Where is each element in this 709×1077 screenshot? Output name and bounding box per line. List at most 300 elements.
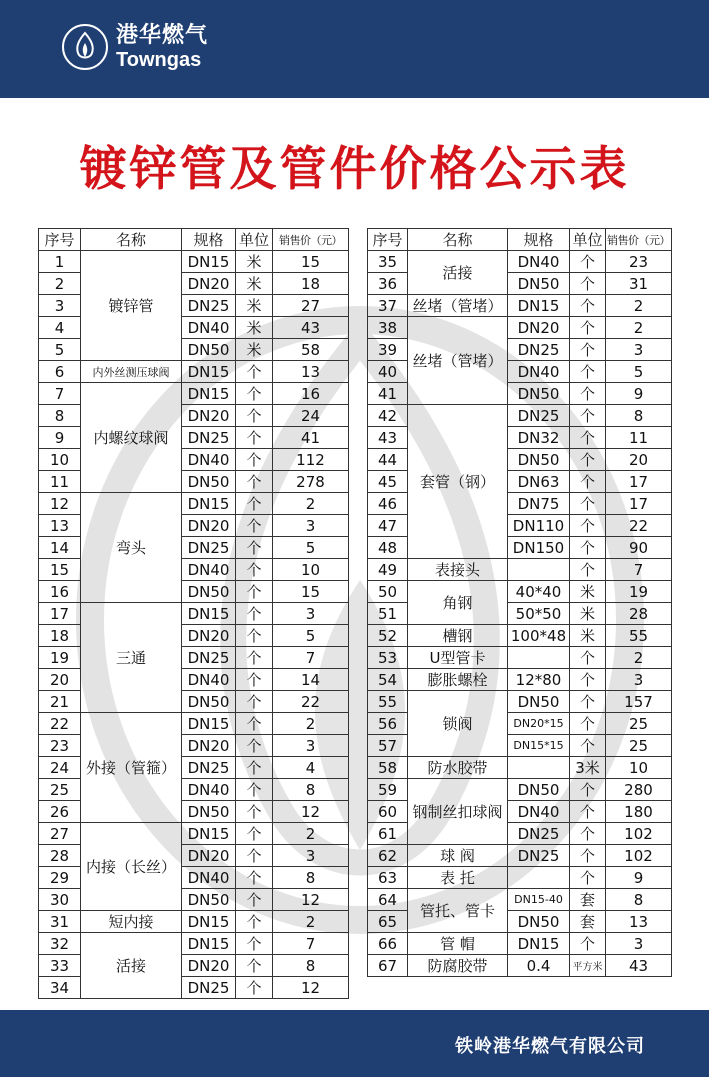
item-name-cell: 内接（长丝） bbox=[81, 823, 182, 911]
row-number-cell: 66 bbox=[368, 933, 408, 955]
item-name-cell: 表接头 bbox=[408, 559, 508, 581]
unit-cell: 套 bbox=[570, 889, 606, 911]
unit-cell: 米 bbox=[570, 603, 606, 625]
price-cell: 10 bbox=[606, 757, 672, 779]
spec-cell: DN50 bbox=[182, 581, 236, 603]
row-number-cell: 21 bbox=[39, 691, 81, 713]
unit-cell: 个 bbox=[570, 405, 606, 427]
spec-cell: DN15 bbox=[182, 383, 236, 405]
unit-cell: 个 bbox=[236, 845, 273, 867]
row-number-cell: 15 bbox=[39, 559, 81, 581]
row-number-cell: 45 bbox=[368, 471, 408, 493]
spec-cell: DN50 bbox=[508, 779, 570, 801]
row-number-cell: 10 bbox=[39, 449, 81, 471]
spec-cell: DN110 bbox=[508, 515, 570, 537]
price-cell: 2 bbox=[273, 911, 349, 933]
spec-cell: DN15 bbox=[182, 603, 236, 625]
spec-cell: DN50 bbox=[182, 471, 236, 493]
row-number-cell: 50 bbox=[368, 581, 408, 603]
unit-cell: 个 bbox=[570, 691, 606, 713]
unit-cell: 个 bbox=[236, 911, 273, 933]
logo-chinese-name: 港华燃气 bbox=[116, 22, 209, 48]
row-number-cell: 60 bbox=[368, 801, 408, 823]
spec-cell: DN40 bbox=[182, 779, 236, 801]
table-row bbox=[368, 625, 672, 647]
header-price: 销售价（元） bbox=[606, 229, 672, 251]
spec-cell: DN50 bbox=[182, 691, 236, 713]
price-cell: 5 bbox=[606, 361, 672, 383]
unit-cell: 个 bbox=[236, 427, 273, 449]
price-cell: 4 bbox=[273, 757, 349, 779]
spec-cell: DN25 bbox=[508, 405, 570, 427]
spec-cell: DN40 bbox=[508, 801, 570, 823]
row-number-cell: 42 bbox=[368, 405, 408, 427]
price-cell: 3 bbox=[606, 669, 672, 691]
row-number-cell: 7 bbox=[39, 383, 81, 405]
unit-cell: 个 bbox=[570, 713, 606, 735]
row-number-cell: 36 bbox=[368, 273, 408, 295]
row-number-cell: 31 bbox=[39, 911, 81, 933]
price-cell: 90 bbox=[606, 537, 672, 559]
spec-cell: DN50 bbox=[182, 339, 236, 361]
item-name-cell: 镀锌管 bbox=[81, 251, 182, 361]
unit-cell: 个 bbox=[570, 779, 606, 801]
price-cell: 112 bbox=[273, 449, 349, 471]
price-cell: 12 bbox=[273, 801, 349, 823]
unit-cell: 个 bbox=[236, 933, 273, 955]
spec-cell: DN20 bbox=[182, 845, 236, 867]
spec-cell: DN75 bbox=[508, 493, 570, 515]
price-cell: 278 bbox=[273, 471, 349, 493]
spec-cell: DN25 bbox=[182, 427, 236, 449]
price-cell: 23 bbox=[606, 251, 672, 273]
table-row bbox=[368, 757, 672, 779]
unit-cell: 个 bbox=[236, 361, 273, 383]
price-table-right bbox=[367, 228, 672, 977]
unit-cell: 个 bbox=[570, 933, 606, 955]
header-name: 名称 bbox=[408, 229, 508, 251]
row-number-cell: 13 bbox=[39, 515, 81, 537]
spec-cell: DN50 bbox=[508, 273, 570, 295]
unit-cell: 个 bbox=[570, 273, 606, 295]
spec-cell: DN25 bbox=[182, 295, 236, 317]
unit-cell: 米 bbox=[570, 581, 606, 603]
unit-cell: 个 bbox=[570, 427, 606, 449]
unit-cell: 个 bbox=[570, 669, 606, 691]
price-cell: 8 bbox=[606, 405, 672, 427]
row-number-cell: 38 bbox=[368, 317, 408, 339]
header-name: 名称 bbox=[81, 229, 182, 251]
price-cell: 31 bbox=[606, 273, 672, 295]
spec-cell: DN50 bbox=[182, 801, 236, 823]
price-cell: 58 bbox=[273, 339, 349, 361]
unit-cell: 个 bbox=[570, 537, 606, 559]
price-cell: 8 bbox=[273, 779, 349, 801]
spec-cell: 12*80 bbox=[508, 669, 570, 691]
price-cell: 3 bbox=[606, 339, 672, 361]
unit-cell: 个 bbox=[236, 955, 273, 977]
unit-cell: 个 bbox=[570, 493, 606, 515]
spec-cell: DN25 bbox=[182, 537, 236, 559]
price-cell: 2 bbox=[273, 493, 349, 515]
row-number-cell: 20 bbox=[39, 669, 81, 691]
price-cell: 28 bbox=[606, 603, 672, 625]
spec-cell: DN40 bbox=[182, 669, 236, 691]
spec-cell: DN20 bbox=[182, 735, 236, 757]
unit-cell: 个 bbox=[570, 647, 606, 669]
price-cell: 2 bbox=[273, 823, 349, 845]
row-number-cell: 44 bbox=[368, 449, 408, 471]
spec-cell: DN20*15 bbox=[508, 713, 570, 735]
item-name-cell: 球 阀 bbox=[408, 845, 508, 867]
row-number-cell: 24 bbox=[39, 757, 81, 779]
row-number-cell: 52 bbox=[368, 625, 408, 647]
price-table-left bbox=[38, 228, 349, 999]
unit-cell: 个 bbox=[570, 295, 606, 317]
row-number-cell: 11 bbox=[39, 471, 81, 493]
row-number-cell: 53 bbox=[368, 647, 408, 669]
row-number-cell: 55 bbox=[368, 691, 408, 713]
spec-cell bbox=[508, 647, 570, 669]
spec-cell: DN50 bbox=[508, 691, 570, 713]
item-name-cell: 内外丝测压球阀 bbox=[81, 361, 182, 383]
spec-cell: DN25 bbox=[182, 757, 236, 779]
row-number-cell: 48 bbox=[368, 537, 408, 559]
unit-cell: 个 bbox=[236, 383, 273, 405]
item-name-cell: 短内接 bbox=[81, 911, 182, 933]
unit-cell: 个 bbox=[570, 845, 606, 867]
unit-cell: 个 bbox=[236, 691, 273, 713]
price-cell: 5 bbox=[273, 625, 349, 647]
row-number-cell: 63 bbox=[368, 867, 408, 889]
spec-cell: DN40 bbox=[182, 867, 236, 889]
row-number-cell: 51 bbox=[368, 603, 408, 625]
row-number-cell: 5 bbox=[39, 339, 81, 361]
item-name-cell: 丝堵（管堵） bbox=[408, 317, 508, 405]
row-number-cell: 23 bbox=[39, 735, 81, 757]
unit-cell: 个 bbox=[236, 823, 273, 845]
price-cell: 157 bbox=[606, 691, 672, 713]
spec-cell: DN15 bbox=[182, 251, 236, 273]
unit-cell: 个 bbox=[236, 757, 273, 779]
price-cell: 55 bbox=[606, 625, 672, 647]
table-header-row bbox=[39, 229, 349, 251]
spec-cell: DN50 bbox=[508, 911, 570, 933]
spec-cell: DN25 bbox=[508, 339, 570, 361]
row-number-cell: 26 bbox=[39, 801, 81, 823]
item-name-cell: 锁阀 bbox=[408, 691, 508, 757]
row-number-cell: 49 bbox=[368, 559, 408, 581]
spec-cell: DN40 bbox=[182, 449, 236, 471]
unit-cell: 个 bbox=[236, 735, 273, 757]
row-number-cell: 19 bbox=[39, 647, 81, 669]
header-unit: 单位 bbox=[236, 229, 273, 251]
price-cell: 180 bbox=[606, 801, 672, 823]
price-cell: 3 bbox=[273, 515, 349, 537]
price-cell: 16 bbox=[273, 383, 349, 405]
spec-cell: DN20 bbox=[182, 405, 236, 427]
table-row bbox=[39, 911, 349, 933]
row-number-cell: 56 bbox=[368, 713, 408, 735]
unit-cell: 个 bbox=[236, 603, 273, 625]
item-name-cell: 膨胀螺栓 bbox=[408, 669, 508, 691]
price-cell: 41 bbox=[273, 427, 349, 449]
price-cell: 10 bbox=[273, 559, 349, 581]
unit-cell: 平方米 bbox=[570, 955, 606, 977]
row-number-cell: 2 bbox=[39, 273, 81, 295]
unit-cell: 个 bbox=[570, 251, 606, 273]
row-number-cell: 18 bbox=[39, 625, 81, 647]
unit-cell: 个 bbox=[570, 735, 606, 757]
table-row bbox=[368, 889, 672, 911]
unit-cell: 个 bbox=[236, 537, 273, 559]
spec-cell: DN50 bbox=[508, 383, 570, 405]
row-number-cell: 4 bbox=[39, 317, 81, 339]
spec-cell: DN25 bbox=[508, 823, 570, 845]
row-number-cell: 67 bbox=[368, 955, 408, 977]
price-cell: 8 bbox=[606, 889, 672, 911]
item-name-cell: 槽钢 bbox=[408, 625, 508, 647]
row-number-cell: 32 bbox=[39, 933, 81, 955]
unit-cell: 个 bbox=[570, 823, 606, 845]
table-row bbox=[368, 779, 672, 801]
unit-cell: 个 bbox=[236, 405, 273, 427]
spec-cell: DN40 bbox=[182, 559, 236, 581]
unit-cell: 个 bbox=[236, 669, 273, 691]
unit-cell: 米 bbox=[236, 295, 273, 317]
item-name-cell: 丝堵（管堵） bbox=[408, 295, 508, 317]
item-name-cell: 活接 bbox=[408, 251, 508, 295]
header-spec: 规格 bbox=[508, 229, 570, 251]
unit-cell: 个 bbox=[236, 889, 273, 911]
company-name: 铁岭港华燃气有限公司 bbox=[455, 1036, 645, 1057]
row-number-cell: 37 bbox=[368, 295, 408, 317]
item-name-cell: 内螺纹球阀 bbox=[81, 383, 182, 493]
row-number-cell: 12 bbox=[39, 493, 81, 515]
spec-cell: DN20 bbox=[508, 317, 570, 339]
spec-cell: DN20 bbox=[182, 625, 236, 647]
item-name-cell: 钢制丝扣球阀 bbox=[408, 779, 508, 845]
price-cell: 9 bbox=[606, 867, 672, 889]
price-cell: 18 bbox=[273, 273, 349, 295]
unit-cell: 个 bbox=[236, 977, 273, 999]
spec-cell: DN15 bbox=[182, 911, 236, 933]
price-cell: 2 bbox=[273, 713, 349, 735]
row-number-cell: 30 bbox=[39, 889, 81, 911]
spec-cell: DN15*15 bbox=[508, 735, 570, 757]
item-name-cell: 表 托 bbox=[408, 867, 508, 889]
price-cell: 7 bbox=[606, 559, 672, 581]
spec-cell: DN15-40 bbox=[508, 889, 570, 911]
table-row bbox=[39, 251, 349, 273]
row-number-cell: 27 bbox=[39, 823, 81, 845]
price-cell: 17 bbox=[606, 471, 672, 493]
table-row bbox=[39, 933, 349, 955]
row-number-cell: 22 bbox=[39, 713, 81, 735]
price-cell: 17 bbox=[606, 493, 672, 515]
item-name-cell: 外接（管箍） bbox=[81, 713, 182, 823]
spec-cell: DN15 bbox=[182, 713, 236, 735]
table-row bbox=[368, 559, 672, 581]
item-name-cell: 套管（钢） bbox=[408, 405, 508, 559]
table-row bbox=[368, 647, 672, 669]
price-cell: 22 bbox=[273, 691, 349, 713]
towngas-logo bbox=[62, 24, 208, 70]
row-number-cell: 16 bbox=[39, 581, 81, 603]
spec-cell: DN40 bbox=[182, 317, 236, 339]
unit-cell: 个 bbox=[236, 493, 273, 515]
row-number-cell: 61 bbox=[368, 823, 408, 845]
header-bar bbox=[0, 0, 709, 98]
spec-cell: DN25 bbox=[182, 647, 236, 669]
spec-cell: DN32 bbox=[508, 427, 570, 449]
price-cell: 43 bbox=[273, 317, 349, 339]
price-cell: 24 bbox=[273, 405, 349, 427]
table-row bbox=[368, 933, 672, 955]
row-number-cell: 3 bbox=[39, 295, 81, 317]
table-row bbox=[39, 713, 349, 735]
price-cell: 2 bbox=[606, 317, 672, 339]
table-row bbox=[368, 295, 672, 317]
unit-cell: 个 bbox=[236, 471, 273, 493]
unit-cell: 个 bbox=[236, 625, 273, 647]
price-cell: 3 bbox=[273, 603, 349, 625]
price-cell: 27 bbox=[273, 295, 349, 317]
row-number-cell: 8 bbox=[39, 405, 81, 427]
unit-cell: 个 bbox=[570, 383, 606, 405]
page-title: 镀锌管及管件价格公示表 bbox=[79, 142, 630, 197]
spec-cell: DN15 bbox=[182, 933, 236, 955]
header-no: 序号 bbox=[368, 229, 408, 251]
unit-cell: 个 bbox=[570, 317, 606, 339]
price-cell: 11 bbox=[606, 427, 672, 449]
row-number-cell: 47 bbox=[368, 515, 408, 537]
price-cell: 2 bbox=[606, 647, 672, 669]
row-number-cell: 54 bbox=[368, 669, 408, 691]
unit-cell: 个 bbox=[570, 515, 606, 537]
table-row bbox=[368, 317, 672, 339]
price-cell: 8 bbox=[273, 867, 349, 889]
item-name-cell: 弯头 bbox=[81, 493, 182, 603]
price-cell: 25 bbox=[606, 713, 672, 735]
price-cell: 22 bbox=[606, 515, 672, 537]
unit-cell: 个 bbox=[236, 559, 273, 581]
spec-cell: DN40 bbox=[508, 251, 570, 273]
header-price: 销售价（元） bbox=[273, 229, 349, 251]
unit-cell: 个 bbox=[236, 713, 273, 735]
unit-cell: 米 bbox=[236, 273, 273, 295]
row-number-cell: 58 bbox=[368, 757, 408, 779]
spec-cell: 100*48 bbox=[508, 625, 570, 647]
row-number-cell: 14 bbox=[39, 537, 81, 559]
spec-cell: DN20 bbox=[182, 515, 236, 537]
item-name-cell: U型管卡 bbox=[408, 647, 508, 669]
unit-cell: 个 bbox=[570, 449, 606, 471]
price-cell: 7 bbox=[273, 933, 349, 955]
table-row bbox=[39, 823, 349, 845]
spec-cell: DN20 bbox=[182, 955, 236, 977]
unit-cell: 个 bbox=[236, 449, 273, 471]
footer-bar bbox=[0, 1010, 709, 1077]
item-name-cell: 管托、管卡 bbox=[408, 889, 508, 933]
header-unit: 单位 bbox=[570, 229, 606, 251]
flame-icon bbox=[62, 24, 108, 70]
row-number-cell: 29 bbox=[39, 867, 81, 889]
unit-cell: 个 bbox=[570, 471, 606, 493]
table-header-row bbox=[368, 229, 672, 251]
unit-cell: 个 bbox=[236, 867, 273, 889]
price-cell: 43 bbox=[606, 955, 672, 977]
price-cell: 13 bbox=[273, 361, 349, 383]
price-cell: 9 bbox=[606, 383, 672, 405]
row-number-cell: 41 bbox=[368, 383, 408, 405]
row-number-cell: 64 bbox=[368, 889, 408, 911]
spec-cell: DN25 bbox=[182, 977, 236, 999]
table-row bbox=[368, 251, 672, 273]
spec-cell: DN15 bbox=[182, 493, 236, 515]
price-cell: 102 bbox=[606, 845, 672, 867]
spec-cell: DN15 bbox=[508, 933, 570, 955]
price-cell: 3 bbox=[606, 933, 672, 955]
header-no: 序号 bbox=[39, 229, 81, 251]
price-cell: 3 bbox=[273, 845, 349, 867]
spec-cell: DN15 bbox=[508, 295, 570, 317]
price-cell: 15 bbox=[273, 251, 349, 273]
spec-cell: DN15 bbox=[182, 361, 236, 383]
row-number-cell: 33 bbox=[39, 955, 81, 977]
spec-cell bbox=[508, 867, 570, 889]
table-row bbox=[39, 361, 349, 383]
row-number-cell: 35 bbox=[368, 251, 408, 273]
table-row bbox=[368, 845, 672, 867]
unit-cell: 3米 bbox=[570, 757, 606, 779]
row-number-cell: 65 bbox=[368, 911, 408, 933]
price-cell: 102 bbox=[606, 823, 672, 845]
unit-cell: 米 bbox=[236, 339, 273, 361]
row-number-cell: 43 bbox=[368, 427, 408, 449]
price-cell: 25 bbox=[606, 735, 672, 757]
table-row bbox=[39, 383, 349, 405]
table-row bbox=[368, 405, 672, 427]
item-name-cell: 活接 bbox=[81, 933, 182, 999]
price-cell: 3 bbox=[273, 735, 349, 757]
unit-cell: 米 bbox=[236, 317, 273, 339]
row-number-cell: 39 bbox=[368, 339, 408, 361]
spec-cell bbox=[508, 559, 570, 581]
spec-cell: DN20 bbox=[182, 273, 236, 295]
unit-cell: 个 bbox=[570, 559, 606, 581]
unit-cell: 个 bbox=[236, 801, 273, 823]
item-name-cell: 角钢 bbox=[408, 581, 508, 625]
table-row bbox=[368, 669, 672, 691]
table-row bbox=[368, 581, 672, 603]
row-number-cell: 34 bbox=[39, 977, 81, 999]
unit-cell: 个 bbox=[570, 339, 606, 361]
unit-cell: 个 bbox=[236, 581, 273, 603]
spec-cell: DN50 bbox=[182, 889, 236, 911]
price-cell: 19 bbox=[606, 581, 672, 603]
spec-cell: 50*50 bbox=[508, 603, 570, 625]
price-cell: 8 bbox=[273, 955, 349, 977]
table-row bbox=[39, 603, 349, 625]
price-cell: 2 bbox=[606, 295, 672, 317]
unit-cell: 个 bbox=[236, 515, 273, 537]
price-cell: 5 bbox=[273, 537, 349, 559]
spec-cell: 40*40 bbox=[508, 581, 570, 603]
table-row bbox=[368, 955, 672, 977]
spec-cell: DN40 bbox=[508, 361, 570, 383]
row-number-cell: 1 bbox=[39, 251, 81, 273]
